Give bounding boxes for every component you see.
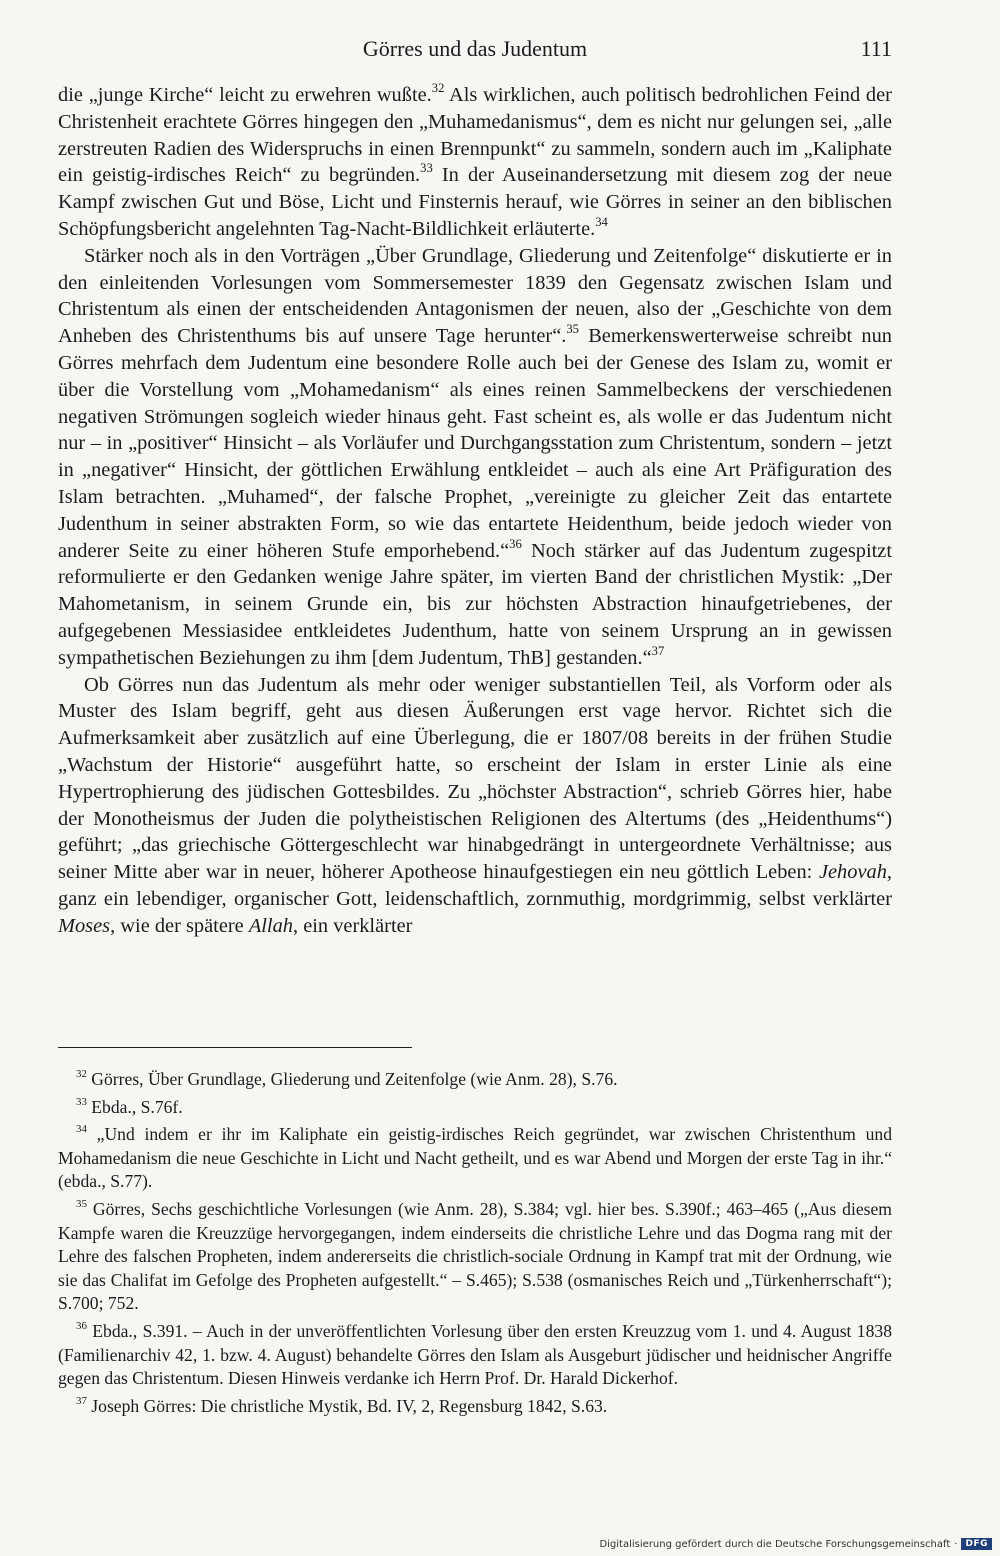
footnote-marker: 33 (420, 161, 433, 176)
body-text (58, 82, 892, 940)
digitization-credit: Digitalisierung gefördert durch die Deutsche Forschungsgemeinschaft · DFG (599, 1538, 992, 1550)
dfg-logo-icon: DFG (961, 1538, 992, 1550)
paragraph: Ob Görres nun das Judentum als mehr oder weniger substantiellen Teil, als Vorform oder als Muster des Islam begriff, geht aus diesen Äußerungen erst vage hervor. Richtet sich die Aufmerksamkeit aber zusätzlich auf eine Überlegung, die er 1807/08 bereits in der frühen Studie „Wachstum der Historie“ ausgeführt hatte, so erscheint der Islam in erster Linie als eine Hypertrophierung des jüdischen Gottesbildes. Zu „höchster Abstraction“, schrieb Görres hier, habe der Monotheismus der Juden die polytheistischen Religionen des Altertums (des „Heidenthums“) geführt; „das griechische Göttergeschlecht war hinabgedrängt in untergeordnete Verhältnisse; aus seiner Mitte aber war in neuer, höherer Apotheose hinaufgestiegen ein neu göttlich Leben: Jehovah, ganz ein lebendiger, organischer Gott, leidenschaftlich, zornmuthig, mordgrimmig, selbst verklärter Moses, wie der spätere Allah, ein verklärter (58, 673, 892, 937)
page-number: 111 (860, 36, 892, 61)
footnote-marker: 35 (566, 322, 579, 337)
footnote-marker: 32 (431, 80, 445, 95)
footnote-marker: 37 (651, 643, 665, 658)
italic-term: Jehovah (818, 861, 887, 884)
footnote-marker: 36 (76, 1320, 87, 1332)
footnote-divider (58, 1047, 412, 1048)
footnote-marker: 37 (76, 1394, 87, 1407)
italic-term: Moses (58, 914, 111, 937)
paragraph: Stärker noch als in den Vorträgen „Über Grundlage, Gliederung und Zeitenfolge“ diskutierte er in den einleitenden Vorlesungen vom Sommersemester 1839 den Gegensatz zwischen Islam und Christentum als einen der entscheidenden Antagonismen der neuen, also der „Geschichte von dem Anheben des Christenthums bis auf unsere Tage herunter“.$^{35}$ Bemerkenswerterweise schreibt nun Görres mehrfach dem Judentum eine besondere Rolle auch bei der Genese des Islam zu, womit er über die Vorstellung vom „Mohamedanism“ als eines reinen Sammelbeckens der verschiedenen negativen Strömungen sogleich wieder hinaus geht. Fast scheint es, als wolle er das Judentum nicht nur – in „positiver“ Hinsicht – als Vorläufer und Durchgangsstation zum Christentum, sondern – jetzt in „negativer“ Hinsicht, der göttlichen Erwählung entkleidet – auch als eine Art Präfiguration des Islam betrachten. „Muhamed“, der falsche Prophet, „vereinigte zu gleicher Zeit das entartete Judenthum in seiner abstrakten Form, so wie das entartete Heidenthum, beide jedoch wieder von anderer Seite zu einer höheren Stufe emporhebend.“$^{36}$ Noch stärker auf das Judentum zugespitzt reformulierte er den Gedanken wenige Jahre später, im vierten Band der christlichen Mystik: „Der Mahometanism, in seinem Grunde ein, bis zur höchsten Abstraction hinaufgetriebenes, der aufgegebenen Messiasidee entkleidetes Judenthum, hatte von seinem Ursprung an in gewissen sympathetischen Beziehungen zu ihm [dem Judentum, ThB] gestanden.“$^{37}$ (58, 244, 892, 669)
footnote-33: $^{33}$ Ebda., S.76f. (76, 1095, 183, 1117)
footnotes (58, 1068, 892, 1422)
paragraph: die „junge Kirche“ leicht zu erwehren wußte.$^{32}$ Als wirklichen, auch politisch bedrohlichen Feind der Christenheit erachtete Görres hingegen den „Muhamedanismus“, dem es nicht nur gelungen sei, „alle zerstreuten Radien des Widerspruchs in einen Brennpunkt“ zu sammeln, sondern auch im „Kaliphate ein geistig-irdisches Reich“ zu begründen.$^{33}$ In der Auseinandersetzung mit diesem zog der neue Kampf zwischen Gut und Böse, Licht und Finsternis herauf, wie Görres in seiner an den biblischen Schöpfungsbericht angelehnten Tag-Nacht-Bildlichkeit erläuterte.$^{34}$ (58, 80, 892, 240)
italic-term: Allah (248, 914, 293, 937)
footnote-marker: 35 (76, 1198, 87, 1211)
running-title: Görres und das Judentum (362, 36, 588, 61)
footnote-32: $^{32}$ Görres, Über Grundlage, Gliederung und Zeitenfolge (wie Anm. 28), S.76. (76, 1068, 618, 1089)
footnote-marker: 33 (76, 1095, 87, 1108)
footnote-marker: 36 (509, 536, 522, 551)
footnote-37: $^{37}$ Joseph Görres: Die christliche Mystik, Bd. IV, 2, Regensburg 1842, S.63. (76, 1394, 608, 1416)
footnote-34: $^{34}$ „Und indem er ihr im Kaliphate ein geistig-irdisches Reich gegründet, war zwischen Christenthum und Mohamedanism die neue Geschichte in Licht und Nacht getheilt, und es war Abend und Morgen der erste Tag in ihr.“ (ebda., S.77). (58, 1123, 892, 1192)
footnote-36: $^{36}$ Ebda., S.391. – Auch in der unveröffentlichten Vorlesung über den ersten Kreuzzug vom 1. und 4. August 1838 (Familienarchiv 42, 1. bzw. 4. August) behandelte Görres den Islam als Ausgeburt jüdischer und heidnischer Angriffe gegen das Christentum. Diesen Hinweis verdanke ich Herrn Prof. Dr. Harald Dickerhof. (58, 1320, 892, 1389)
footnote-marker: 34 (595, 214, 608, 229)
footnote-marker: 34 (76, 1123, 87, 1136)
running-head (58, 36, 892, 70)
footnote-marker: 32 (76, 1068, 87, 1081)
footnote-35: $^{35}$ Görres, Sechs geschichtliche Vorlesungen (wie Anm. 28), S.384; vgl. hier bes. S.390f.; 463–465 („Aus diesem Kampfe waren die Kreuzzüge hervorgegangen, indem einderseits die christliche Lehre und das Dogma rang mit der Lehre des falschen Propheten, indem andererseits die christlich-sociale Ordnung in Kampf trat mit der Ordnung, wie sie das Chalifat im Gefolge des Propheten aufgestellt.“ – S.465); S.538 (osmanisches Reich und „Türkenherrschaft“); S.700; 752. (58, 1198, 892, 1314)
credit-text: Digitalisierung gefördert durch die Deutsche Forschungsgemeinschaft (599, 1538, 951, 1550)
